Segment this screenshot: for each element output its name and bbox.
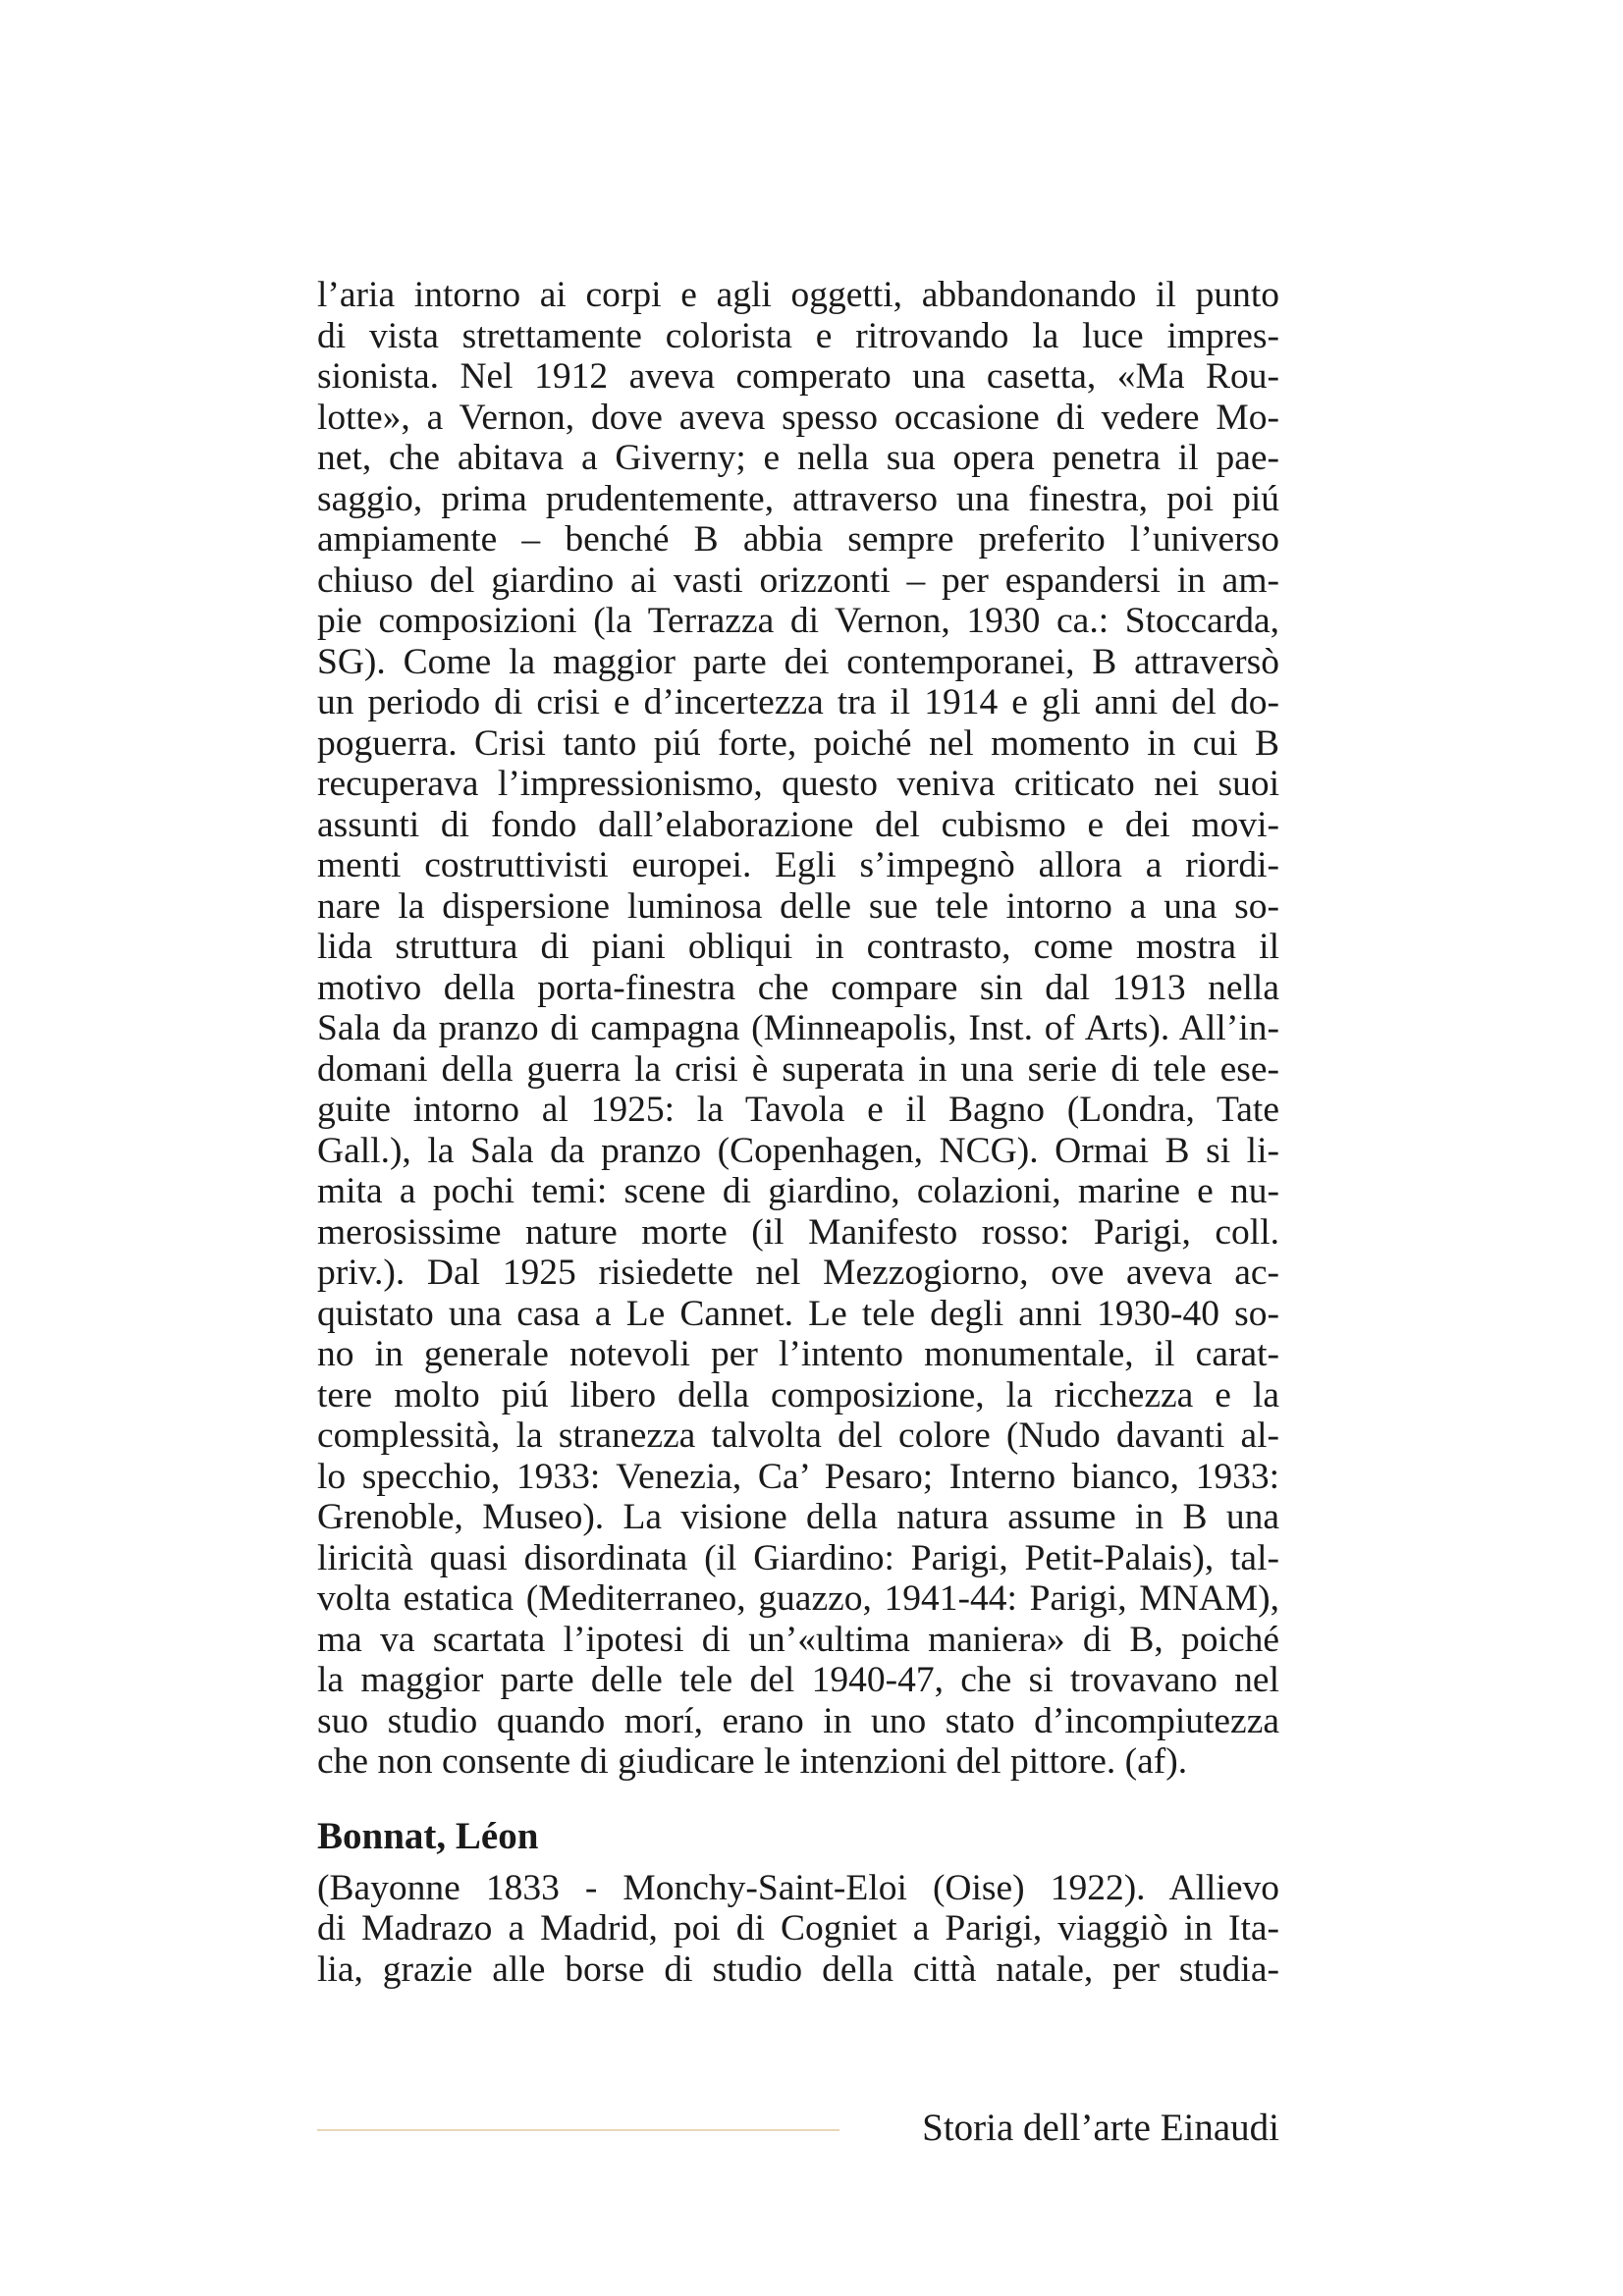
- text-line: motivo della porta-finestra che compare sin dal 1913 nella: [317, 967, 1279, 1008]
- text-line: poguerra. Crisi tanto piú forte, poiché nel momento in cui B: [317, 722, 1279, 764]
- text-line: ma va scartata l’ipotesi di un’«ultima maniera» di B, poiché: [317, 1619, 1279, 1660]
- text-line: liricità quasi disordinata (il Giardino: Parigi, Petit-Palais), tal-: [317, 1537, 1279, 1578]
- text-line: net, che abitava a Giverny; e nella sua opera penetra il pae-: [317, 438, 1279, 478]
- text-line: guite intorno al 1925: la Tavola e il Bagno (Londra, Tate: [317, 1090, 1279, 1130]
- footer-rule: [317, 2129, 839, 2131]
- entry-heading: Bonnat, Léon: [317, 1814, 539, 1857]
- text-line: no in generale notevoli per l’intento monumentale, il carat-: [317, 1334, 1279, 1374]
- text-line: di Madrazo a Madrid, poi di Cogniet a Parigi, viaggiò in Ita-: [317, 1908, 1279, 1949]
- text-line: priv.). Dal 1925 risiedette nel Mezzogiorno, ove aveva ac-: [317, 1253, 1279, 1293]
- text-line: un periodo di crisi e d’incertezza tra il 1914 e gli anni del do-: [317, 682, 1279, 722]
- text-line: lo specchio, 1933: Venezia, Ca’ Pesaro; Interno bianco, 1933:: [317, 1456, 1279, 1497]
- text-line: mita a pochi temi: scene di giardino, colazioni, marine e nu-: [317, 1171, 1279, 1211]
- text-line: quistato una casa a Le Cannet. Le tele degli anni 1930-40 so-: [317, 1293, 1279, 1334]
- text-line: recuperava l’impressionismo, questo veniva criticato nei suoi: [317, 764, 1279, 804]
- text-line: ampiamente – benché B abbia sempre preferito l’universo: [317, 519, 1279, 560]
- text-line: volta estatica (Mediterraneo, guazzo, 1941-44: Parigi, MNAM),: [317, 1578, 1279, 1619]
- text-line: lida struttura di piani obliqui in contrasto, come mostra il: [317, 927, 1279, 967]
- text-line: sionista. Nel 1912 aveva comperato una casetta, «Ma Rou-: [317, 356, 1279, 397]
- text-line: Grenoble, Museo). La visione della natura assume in B una: [317, 1497, 1279, 1537]
- text-line: che non consente di giudicare le intenzioni del pittore. (af).: [317, 1741, 1188, 1782]
- text-line: SG). Come la maggior parte dei contemporanei, B attraversò: [317, 641, 1279, 682]
- text-line: pie composizioni (la Terrazza di Vernon, 1930 ca.: Stoccarda,: [317, 601, 1279, 641]
- text-line: tere molto piú libero della composizione, la ricchezza e la: [317, 1374, 1279, 1415]
- text-line: (Bayonne 1833 - Monchy-Saint-Eloi (Oise) 1922). Allievo: [317, 1867, 1279, 1908]
- text-line: nare la dispersione luminosa delle sue tele intorno a una so-: [317, 885, 1279, 927]
- text-line: menti costruttivisti europei. Egli s’impegnò allora a riordi-: [317, 845, 1279, 885]
- text-line: merosissime nature morte (il Manifesto rosso: Parigi, coll.: [317, 1211, 1279, 1253]
- text-line: Gall.), la Sala da pranzo (Copenhagen, NCG). Ormai B si li-: [317, 1130, 1279, 1171]
- text-line: saggio, prima prudentemente, attraverso una finestra, poi piú: [317, 478, 1279, 519]
- article-continuation: [317, 275, 1279, 1783]
- text-line: di vista strettamente colorista e ritrovando la luce impres-: [317, 315, 1279, 356]
- text-line: chiuso del giardino ai vasti orizzonti – per espandersi in am-: [317, 560, 1279, 601]
- text-line: domani della guerra la crisi è superata in una serie di tele ese-: [317, 1048, 1279, 1090]
- text-line: suo studio quando morí, erano in uno stato d’incompiutezza: [317, 1700, 1279, 1741]
- footer-title: Storia dell’arte Einaudi: [922, 2107, 1279, 2149]
- text-line: la maggior parte delle tele del 1940-47, che si trovavano nel: [317, 1660, 1279, 1700]
- text-line: assunti di fondo dall’elaborazione del cubismo e dei movi-: [317, 804, 1279, 845]
- text-line: l’aria intorno ai corpi e agli oggetti, abbandonando il punto: [317, 275, 1279, 315]
- entry-body: [317, 1868, 1279, 1991]
- text-line: complessità, la stranezza talvolta del colore (Nudo davanti al-: [317, 1415, 1279, 1456]
- text-line: lia, grazie alle borse di studio della città natale, per studia-: [317, 1949, 1279, 1990]
- text-line: Sala da pranzo di campagna (Minneapolis, Inst. of Arts). All’in-: [317, 1008, 1279, 1048]
- text-line: lotte», a Vernon, dove aveva spesso occasione di vedere Mo-: [317, 397, 1279, 438]
- text-column: [317, 275, 1279, 1990]
